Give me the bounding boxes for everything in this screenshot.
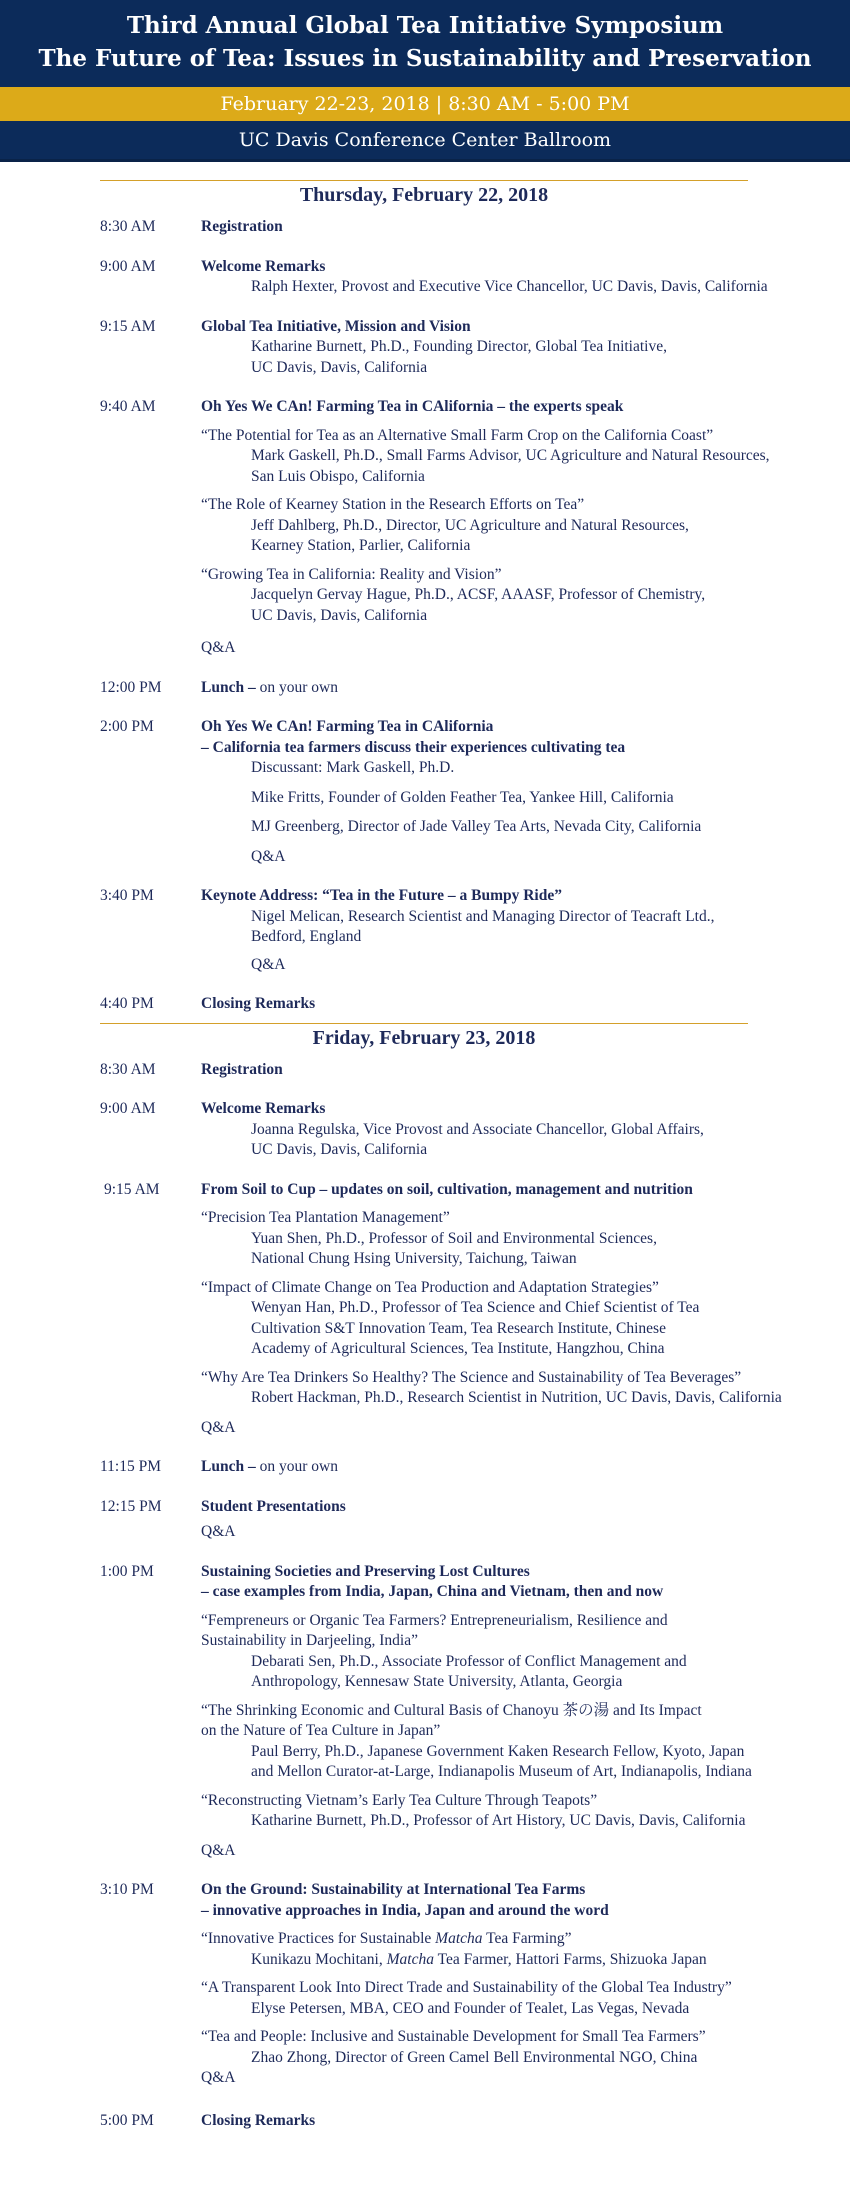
talk-title: “Why Are Tea Drinkers So Healthy? The Science and Sustainability of Tea Beverages” bbox=[201, 1368, 742, 1386]
session-student-presentations bbox=[100, 1497, 820, 1543]
session-time: 12:15 PM bbox=[100, 1497, 162, 1515]
session-time: 3:40 PM bbox=[100, 887, 154, 904]
speaker-part: Tea Farmer, Hattori Farms, Shizuoka Japan bbox=[433, 1950, 707, 1968]
session-time: 12:00 PM bbox=[100, 678, 162, 696]
speaker-line: Yuan Shen, Ph.D., Professor of Soil and Environmental Sciences, bbox=[251, 1229, 657, 1247]
session-time: 11:15 PM bbox=[100, 1458, 162, 1475]
session-welcome bbox=[100, 257, 820, 298]
session-title: Welcome Remarks bbox=[201, 257, 326, 275]
session-time: 4:40 PM bbox=[100, 995, 154, 1012]
speaker-line: Debarati Sen, Ph.D., Associate Professor of Conflict Management and bbox=[251, 1652, 687, 1670]
session-time: 8:30 AM bbox=[100, 218, 156, 235]
qa-label: Q&A bbox=[201, 2069, 236, 2086]
session-closing bbox=[100, 994, 820, 1015]
talk-title-cont: on the Nature of Tea Culture in Japan” bbox=[201, 1722, 441, 1739]
session-title: Student Presentations bbox=[201, 1497, 346, 1515]
day-title-friday: Friday, February 23, 2018 bbox=[312, 1026, 536, 1049]
session-experts-speak bbox=[100, 397, 820, 659]
speaker-line: UC Davis, Davis, California bbox=[251, 358, 428, 376]
header-title-block bbox=[0, 0, 850, 87]
speaker-line: Katharine Burnett, Ph.D., Founding Director, Global Tea Initiative, bbox=[251, 338, 667, 355]
qa-label: Q&A bbox=[201, 1841, 236, 1859]
session-title: Welcome Remarks bbox=[201, 1100, 326, 1117]
session-time: 9:40 AM bbox=[100, 398, 156, 415]
speaker-line: Anthropology, Kennesaw State University, Atlanta, Georgia bbox=[251, 1673, 623, 1690]
speaker-line: Mark Gaskell, Ph.D., Small Farms Advisor, UC Agriculture and Natural Resources, bbox=[251, 447, 770, 464]
session-registration bbox=[100, 1060, 820, 1081]
session-title: On the Ground: Sustainability at International Tea Farms bbox=[201, 1881, 586, 1898]
qa-label: Q&A bbox=[251, 955, 286, 973]
speaker-line: Paul Berry, Ph.D., Japanese Government Kaken Research Fellow, Kyoto, Japan bbox=[251, 1742, 745, 1760]
session-on-the-ground bbox=[100, 1880, 820, 2089]
session-time: 9:00 AM bbox=[100, 257, 156, 275]
speaker-line: Zhao Zhong, Director of Green Camel Bell Environmental NGO, China bbox=[251, 2048, 698, 2066]
qa-label: Q&A bbox=[201, 1418, 236, 1436]
session-title: Global Tea Initiative, Mission and Vision bbox=[201, 317, 471, 335]
session-title: Lunch – bbox=[201, 1458, 256, 1475]
talk-title: “The Role of Kearney Station in the Research Efforts on Tea” bbox=[201, 496, 585, 513]
session-title: Lunch – bbox=[201, 678, 256, 696]
session-time: 3:10 PM bbox=[100, 1881, 154, 1898]
divider-rule bbox=[100, 1023, 748, 1024]
speaker-line: Jacquelyn Gervay Hague, Ph.D., ACSF, AAASF, Professor of Chemistry, bbox=[251, 586, 706, 603]
speaker-line: Katharine Burnett, Ph.D., Professor of Art History, UC Davis, Davis, California bbox=[251, 1812, 746, 1829]
talk-title: “Reconstructing Vietnam’s Early Tea Culture Through Teapots” bbox=[201, 1791, 598, 1809]
symposium-subtitle: The Future of Tea: Issues in Sustainability and Preservation bbox=[38, 45, 812, 72]
talk-title: “The Shrinking Economic and Cultural Basis of Chanoyu 茶の湯 and Its Impact bbox=[201, 1701, 702, 1719]
session-title: Sustaining Societies and Preserving Lost Cultures bbox=[201, 1562, 530, 1580]
speaker-line: Robert Hackman, Ph.D., Research Scientist in Nutrition, UC Davis, Davis, California bbox=[251, 1389, 782, 1406]
qa-label: Q&A bbox=[201, 1523, 236, 1540]
event-venue: UC Davis Conference Center Ballroom bbox=[0, 121, 850, 162]
talk-title: “Precision Tea Plantation Management” bbox=[201, 1209, 450, 1226]
session-subtitle: – California tea farmers discuss their experiences cultivating tea bbox=[201, 738, 626, 756]
session-title: Keynote Address: “Tea in the Future – a Bumpy Ride” bbox=[201, 887, 562, 904]
talk-title bbox=[201, 1929, 820, 1950]
qa-label: Q&A bbox=[201, 639, 236, 656]
session-farmers-panel bbox=[100, 717, 820, 867]
session-title: From Soil to Cup – updates on soil, cultivation, management and nutrition bbox=[201, 1180, 693, 1198]
qa-label: Q&A bbox=[251, 847, 286, 865]
talk-title-part: “Innovative Practices for Sustainable bbox=[201, 1930, 436, 1947]
session-time: 9:15 AM bbox=[104, 1180, 160, 1198]
session-subtitle: – innovative approaches in India, Japan and around the word bbox=[201, 1901, 609, 1919]
speaker-line: UC Davis, Davis, California bbox=[251, 1141, 428, 1158]
session-time: 1:00 PM bbox=[100, 1562, 154, 1580]
speaker-line: National Chung Hsing University, Taichung, Taiwan bbox=[251, 1250, 577, 1267]
session-soil-to-cup bbox=[100, 1180, 820, 1439]
speaker-line: Wenyan Han, Ph.D., Professor of Tea Science and Chief Scientist of Tea bbox=[251, 1299, 700, 1316]
speaker-line: Cultivation S&T Innovation Team, Tea Research Institute, Chinese bbox=[251, 1319, 666, 1337]
session-keynote bbox=[100, 886, 820, 975]
session-lost-cultures bbox=[100, 1562, 820, 1862]
speaker-line: Academy of Agricultural Sciences, Tea Institute, Hangzhou, China bbox=[251, 1340, 665, 1357]
session-title: Oh Yes We CAn! Farming Tea in CAlifornia bbox=[201, 718, 494, 735]
speaker-line: Jeff Dahlberg, Ph.D., Director, UC Agriculture and Natural Resources, bbox=[251, 516, 689, 534]
program-content bbox=[100, 180, 820, 2131]
session-subtitle: – case examples from India, Japan, China and Vietnam, then and now bbox=[201, 1583, 664, 1600]
talk-title: “A Transparent Look Into Direct Trade and Sustainability of the Global Tea Industry” bbox=[201, 1979, 732, 1996]
session-closing bbox=[100, 2111, 820, 2132]
session-gti-mission bbox=[100, 317, 820, 379]
divider-rule bbox=[100, 180, 748, 181]
speaker-line: Elyse Petersen, MBA, CEO and Founder of Tealet, Las Vegas, Nevada bbox=[251, 1999, 690, 2017]
session-title: Closing Remarks bbox=[201, 995, 316, 1012]
session-time: 8:30 AM bbox=[100, 1060, 156, 1078]
session-registration bbox=[100, 217, 820, 238]
talk-title: “Growing Tea in California: Reality and Vision” bbox=[201, 565, 502, 583]
speaker-line: Mike Fritts, Founder of Golden Feather Tea, Yankee Hill, California bbox=[251, 788, 674, 806]
session-lunch bbox=[100, 678, 820, 699]
symposium-title: Third Annual Global Tea Initiative Symposium bbox=[126, 12, 724, 39]
talk-title: “Impact of Climate Change on Tea Production and Adaptation Strategies” bbox=[201, 1278, 659, 1296]
session-title: Registration bbox=[201, 1060, 283, 1078]
session-welcome bbox=[100, 1099, 820, 1161]
speaker-line: Kearney Station, Parlier, California bbox=[251, 537, 471, 554]
speaker-line: and Mellon Curator-at-Large, Indianapolis Museum of Art, Indianapolis, Indiana bbox=[251, 1763, 752, 1780]
speaker-line: Ralph Hexter, Provost and Executive Vice Chancellor, UC Davis, Davis, California bbox=[251, 278, 768, 295]
talk-title-part: Tea Farming” bbox=[482, 1930, 572, 1947]
session-time: 2:00 PM bbox=[100, 718, 154, 735]
speaker-line: Nigel Melican, Research Scientist and Managing Director of Teacraft Ltd., bbox=[251, 907, 715, 925]
session-title: Registration bbox=[201, 218, 283, 235]
speaker-line bbox=[201, 1950, 820, 1971]
discussant-line: Discussant: Mark Gaskell, Ph.D. bbox=[251, 759, 455, 776]
session-title: Oh Yes We CAn! Farming Tea in CAlifornia – the experts speak bbox=[201, 398, 624, 415]
speaker-line: Joanna Regulska, Vice Provost and Associate Chancellor, Global Affairs, bbox=[251, 1120, 704, 1138]
speaker-emphasis: Matcha bbox=[386, 1950, 434, 1968]
talk-title: “The Potential for Tea as an Alternative Small Farm Crop on the California Coast” bbox=[201, 426, 714, 444]
day-title-thursday: Thursday, February 22, 2018 bbox=[299, 184, 549, 206]
session-time: 9:15 AM bbox=[100, 317, 156, 335]
session-note: on your own bbox=[255, 678, 338, 696]
speaker-line: MJ Greenberg, Director of Jade Valley Tea Arts, Nevada City, California bbox=[251, 818, 702, 835]
talk-title-emphasis: Matcha bbox=[435, 1930, 483, 1947]
event-dates: February 22-23, 2018 | 8:30 AM - 5:00 PM bbox=[0, 87, 850, 121]
session-time: 5:00 PM bbox=[100, 2111, 154, 2129]
header-banner bbox=[0, 0, 850, 162]
speaker-line: San Luis Obispo, California bbox=[251, 467, 425, 485]
talk-title: “Fempreneurs or Organic Tea Farmers? Entrepreneurialism, Resilience and bbox=[201, 1611, 668, 1629]
session-note: on your own bbox=[255, 1458, 338, 1475]
talk-title-cont: Sustainability in Darjeeling, India” bbox=[201, 1632, 418, 1649]
speaker-part: Kunikazu Mochitani, bbox=[251, 1950, 387, 1968]
speaker-line: UC Davis, Davis, California bbox=[251, 606, 428, 624]
session-time: 9:00 AM bbox=[100, 1100, 156, 1117]
talk-title: “Tea and People: Inclusive and Sustainable Development for Small Tea Farmers” bbox=[201, 2028, 706, 2045]
session-title: Closing Remarks bbox=[201, 2111, 316, 2129]
session-lunch bbox=[100, 1457, 820, 1478]
speaker-line: Bedford, England bbox=[251, 928, 362, 945]
